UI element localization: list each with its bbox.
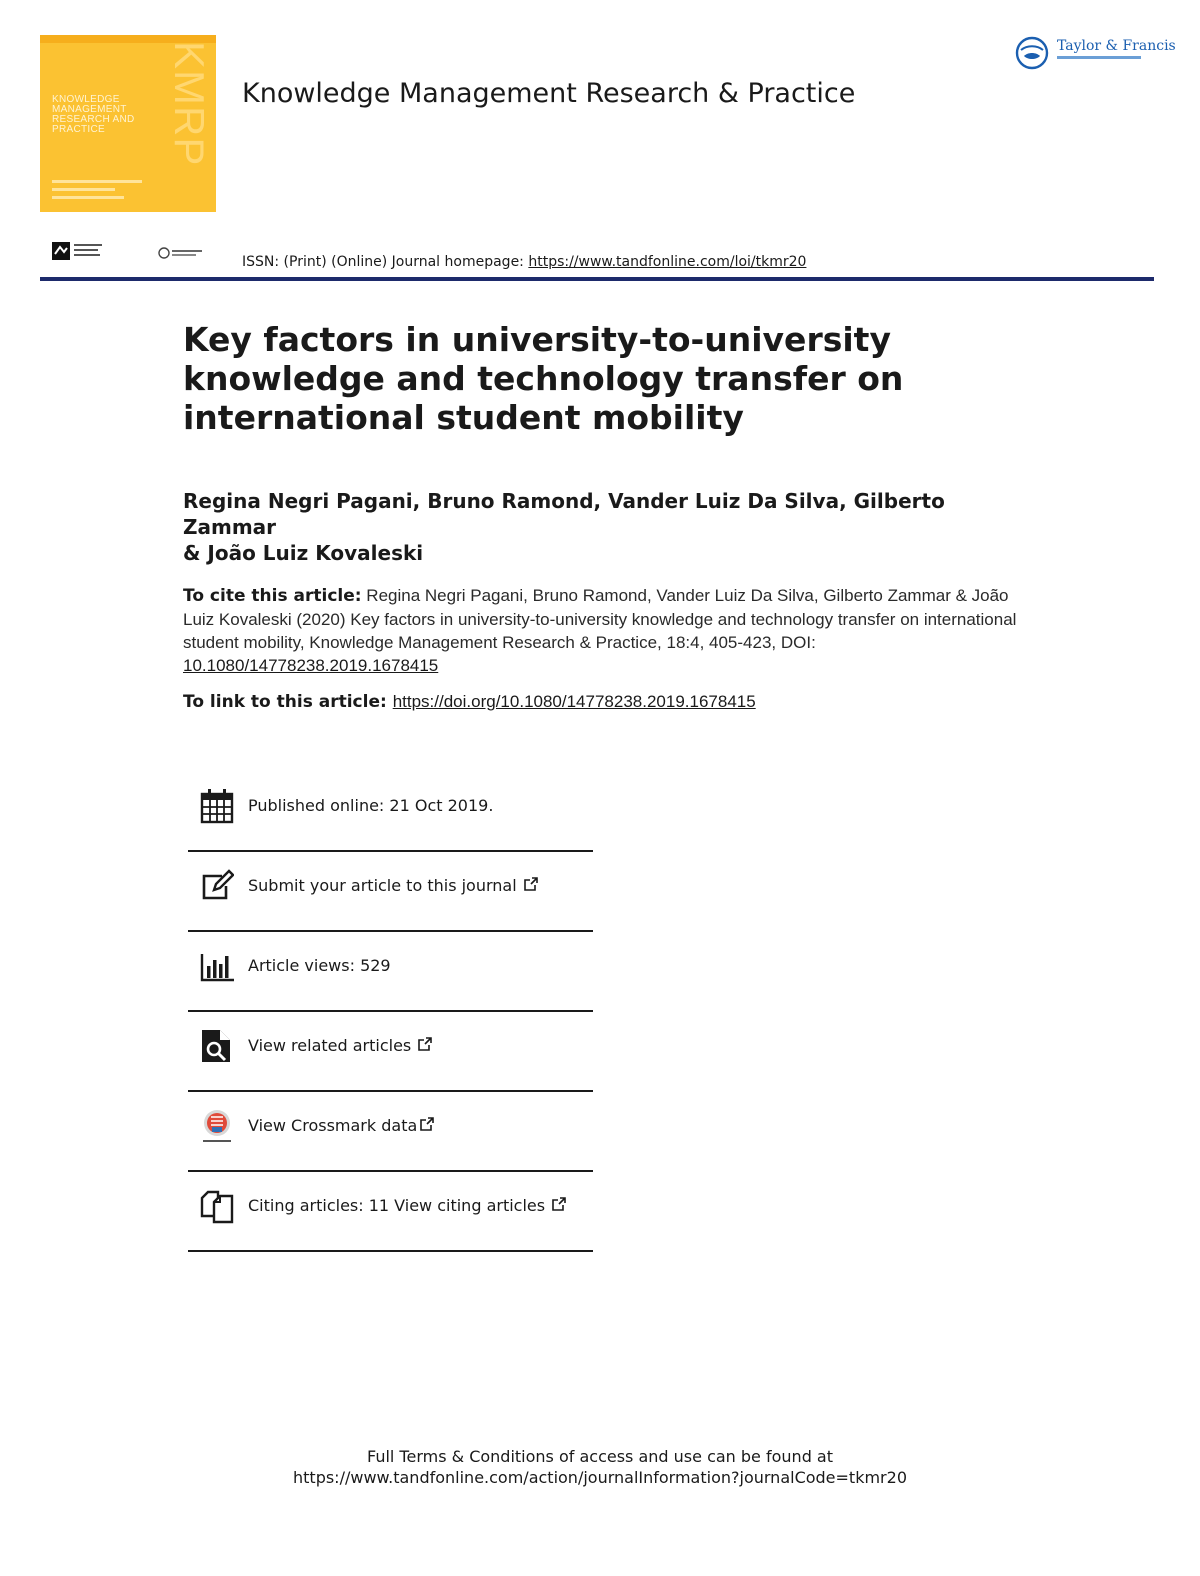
- submit-article-label: Submit your article to this journal: [248, 876, 517, 895]
- related-articles-row[interactable]: [188, 1012, 593, 1092]
- doi-link[interactable]: 10.1080/14778238.2019.1678415: [183, 656, 439, 675]
- crossmark-label: View Crossmark data: [248, 1116, 418, 1135]
- journal-homepage-link[interactable]: https://www.tandfonline.com/loi/tkmr20: [528, 254, 807, 270]
- bar-chart-icon: [200, 948, 234, 984]
- article-title: Key factors in university-to-university knowledge and technology transfer on international student mobility: [183, 320, 904, 437]
- issn-text: ISSN: (Print) (Online) Journal homepage:: [242, 254, 529, 270]
- article-link-block: [183, 690, 1023, 714]
- terms-url[interactable]: https://www.tandfonline.com/action/journalInformation?journalCode=tkmr20: [293, 1468, 907, 1487]
- cover-abbreviation: KMRP: [166, 41, 213, 167]
- calendar-icon: [200, 788, 234, 824]
- cite-label: To cite this article:: [183, 586, 362, 606]
- authors-line-2: & João Luiz Kovaleski: [183, 541, 424, 565]
- published-date: Published online: 21 Oct 2019.: [248, 796, 494, 815]
- article-authors: [183, 488, 1043, 566]
- external-link-icon: [417, 1037, 432, 1052]
- citing-articles-row[interactable]: [188, 1172, 593, 1252]
- submit-article-row[interactable]: [188, 852, 593, 932]
- taylor-francis-logo: [1015, 36, 1176, 70]
- article-views: Article views: 529: [248, 956, 391, 975]
- published-row: [188, 772, 593, 852]
- terms-text: Full Terms & Conditions of access and use can be found at: [366, 1447, 834, 1466]
- crossmark-link[interactable]: [248, 1116, 434, 1135]
- publisher-tagline: [1057, 56, 1141, 59]
- partner-logo-icon: [158, 247, 204, 259]
- journal-title: Knowledge Management Research & Practice: [242, 78, 856, 109]
- crossmark-row[interactable]: [188, 1092, 593, 1172]
- terms-footer: [0, 1446, 1200, 1488]
- crossmark-icon: [200, 1108, 234, 1144]
- cite-text: Regina Negri Pagani, Bruno Ramond, Vander Luiz Da Silva, Gilberto Zammar & João Luiz Kovaleski (2020) Key factors in university-to-university knowledge and technology transfer on international student mobility, Knowledge Management Research & Practice, 18:4, 405-423, DOI:: [183, 586, 1017, 652]
- citing-articles-label: Citing articles: 11 View citing articles: [248, 1196, 546, 1215]
- related-articles-label: View related articles: [248, 1036, 412, 1055]
- cover-title: KNOWLEDGE MANAGEMENT RESEARCH AND PRACTICE: [52, 94, 135, 135]
- copy-documents-icon: [200, 1188, 234, 1224]
- external-link-icon: [419, 1117, 434, 1132]
- taylor-francis-mark-icon: [1015, 36, 1051, 70]
- citing-articles-link[interactable]: [248, 1196, 566, 1215]
- issn-line: [242, 254, 806, 270]
- citation-block: [183, 584, 1023, 677]
- article-info-list: [188, 772, 593, 1252]
- external-link-icon: [551, 1197, 566, 1212]
- edit-icon: [200, 868, 234, 904]
- article-url-link[interactable]: https://doi.org/10.1080/14778238.2019.1678415: [392, 692, 756, 711]
- publisher-name: Taylor & Francis: [1057, 38, 1176, 54]
- authors-line-1: Regina Negri Pagani, Bruno Ramond, Vander Luiz Da Silva, Gilberto Zammar: [183, 489, 945, 539]
- header-divider: [40, 277, 1154, 281]
- society-logo-icon: [52, 242, 106, 260]
- link-label: To link to this article:: [183, 692, 393, 712]
- cover-decoration: [52, 180, 142, 204]
- journal-cover-image: [40, 35, 216, 212]
- related-articles-link[interactable]: [248, 1036, 432, 1055]
- submit-article-link[interactable]: [248, 876, 538, 895]
- article-views-row: [188, 932, 593, 1012]
- document-search-icon: [200, 1028, 234, 1064]
- external-link-icon: [523, 877, 538, 892]
